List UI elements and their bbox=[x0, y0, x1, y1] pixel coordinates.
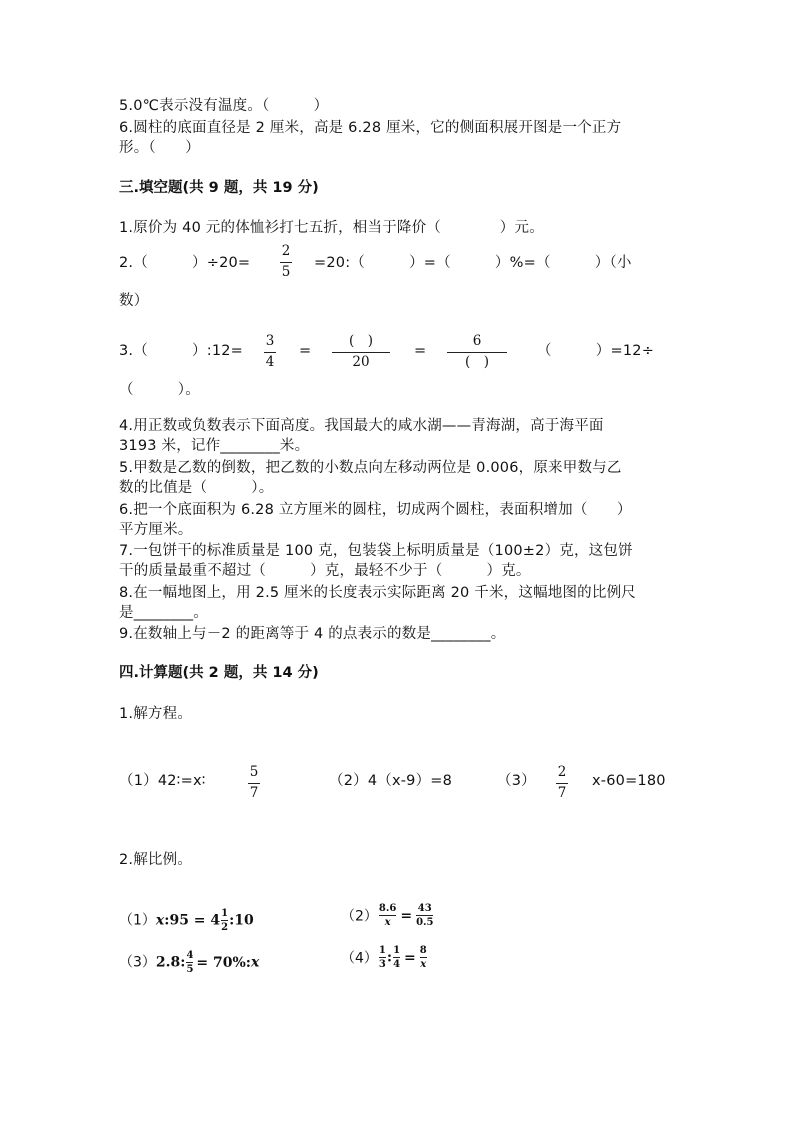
proportion-2 bbox=[341, 903, 434, 928]
equals-sign: = bbox=[400, 907, 413, 924]
mixed-fraction bbox=[221, 908, 228, 933]
fraction-denominator: 5 bbox=[281, 264, 291, 280]
fraction-numerator: 43 bbox=[417, 903, 432, 914]
fraction-bar bbox=[420, 957, 427, 958]
fraction-bar bbox=[556, 783, 568, 784]
fraction-denominator: ( ) bbox=[464, 354, 490, 370]
fraction-denominator: 0.5 bbox=[416, 917, 434, 928]
judge-q6-line1: 6.圆柱的底面直径是 2 厘米，高是 6.28 厘米，它的侧面积展开图是一个正方 bbox=[119, 120, 622, 136]
fraction-denominator: 4 bbox=[265, 354, 275, 370]
fraction-numerator: 5 bbox=[249, 764, 259, 780]
fraction-denominator: 7 bbox=[557, 785, 567, 801]
fraction-bar bbox=[248, 783, 260, 784]
fraction-denominator: 3 bbox=[378, 959, 386, 970]
proportion-text: 2.8: bbox=[155, 954, 186, 971]
fraction-bar bbox=[379, 915, 396, 916]
fraction-denominator: 5 bbox=[186, 964, 194, 975]
fraction-bar bbox=[280, 262, 292, 263]
fraction-bar bbox=[186, 962, 193, 963]
fraction-bar bbox=[447, 352, 507, 353]
fraction-bar bbox=[264, 352, 276, 353]
fraction bbox=[186, 950, 193, 975]
fraction-numerator: 1 bbox=[393, 945, 401, 956]
judge-q5: 5.0℃表示没有温度。（ ） bbox=[119, 98, 329, 114]
equation-3-post: x-60=180 bbox=[592, 773, 666, 789]
fill-q1: 1.原价为 40 元的体恤衫打七五折，相当于降价（ ）元。 bbox=[119, 220, 544, 236]
fill-q5-line1: 5.甲数是乙数的倒数，把乙数的小数点向左移动两位是 0.006，原来甲数与乙 bbox=[119, 460, 622, 476]
section-3-heading: 三.填空题(共 9 题，共 19 分) bbox=[119, 180, 319, 196]
fill-q8-line2: 是________。 bbox=[119, 605, 208, 621]
fill-q3-eq1: = bbox=[299, 343, 312, 359]
equation-1-pre: （1）42∶=x∶ bbox=[119, 773, 206, 789]
calc-q2-title: 2.解比例。 bbox=[119, 852, 193, 868]
fraction-bar bbox=[332, 352, 390, 353]
fraction-numerator: 1 bbox=[378, 945, 386, 956]
fill-q3-fraction-1 bbox=[264, 333, 276, 371]
variable-x: x bbox=[155, 912, 165, 929]
fraction-numerator: 8.6 bbox=[378, 903, 397, 914]
equation-3-fraction bbox=[556, 764, 568, 802]
equation-1-fraction bbox=[248, 764, 260, 802]
fill-q6-line2: 平方厘米。 bbox=[119, 522, 193, 538]
colon: : bbox=[386, 949, 393, 966]
fraction bbox=[416, 903, 433, 928]
proportion-3 bbox=[119, 950, 259, 975]
fill-q2-fraction bbox=[280, 243, 292, 281]
fraction bbox=[420, 945, 427, 970]
judge-q6-line2: 形。（ ） bbox=[119, 140, 200, 156]
proportion-label: （2） bbox=[341, 908, 378, 925]
fraction-denominator: 4 bbox=[393, 959, 401, 970]
equals-sign: = bbox=[404, 949, 416, 966]
fraction-numerator: 2 bbox=[557, 764, 567, 780]
fraction-denominator: x bbox=[384, 917, 391, 928]
fraction bbox=[379, 945, 386, 970]
fraction-numerator: 2 bbox=[281, 243, 291, 259]
equation-2: （2）4（x-9）=8 bbox=[329, 773, 453, 789]
proportion-label: （4） bbox=[341, 950, 378, 967]
equation-3-pre: （3） bbox=[497, 773, 536, 789]
proportion-text: = 70%: bbox=[196, 954, 251, 971]
proportion-4 bbox=[341, 945, 428, 970]
fraction-numerator: ( ) bbox=[348, 333, 374, 349]
fraction-bar bbox=[393, 957, 400, 958]
fraction bbox=[379, 903, 396, 928]
fraction bbox=[393, 945, 400, 970]
fill-q4-line2: 3193 米，记作________米。 bbox=[119, 438, 310, 454]
fraction-denominator: 7 bbox=[249, 785, 259, 801]
fraction-bar bbox=[416, 915, 433, 916]
fraction-denominator: 20 bbox=[352, 354, 370, 370]
proportion-label: （3） bbox=[119, 954, 156, 971]
proportion-text: :10 bbox=[229, 912, 254, 929]
fill-q7-line1: 7.一包饼干的标准质量是 100 克，包装袋上标明质量是（100±2）克，这包饼 bbox=[119, 543, 633, 559]
fraction-denominator: x bbox=[420, 959, 427, 970]
fraction-numerator: 8 bbox=[419, 945, 427, 956]
fill-q7-line2: 干的质量最重不超过（ ）克，最轻不少于（ ）克。 bbox=[119, 563, 531, 579]
variable-x: x bbox=[250, 954, 260, 971]
fraction-bar bbox=[379, 957, 386, 958]
calc-q1-title: 1.解方程。 bbox=[119, 706, 193, 722]
fraction-numerator: 3 bbox=[265, 333, 275, 349]
fraction-numerator: 6 bbox=[472, 333, 482, 349]
fraction-numerator: 1 bbox=[221, 908, 229, 919]
proportion-text: :95 = 4 bbox=[164, 912, 221, 929]
fraction-bar bbox=[221, 920, 228, 921]
fill-q2-pre: 2.（ ）÷20= bbox=[119, 255, 251, 271]
fill-q3-pre: 3.（ ）:12= bbox=[119, 343, 244, 359]
fill-q9: 9.在数轴上与－2 的距离等于 4 的点表示的数是________。 bbox=[119, 626, 506, 642]
fill-q3-post: （ ）=12÷ bbox=[537, 343, 655, 359]
fill-q3-fraction-2 bbox=[332, 333, 390, 371]
fill-q6-line1: 6.把一个底面积为 6.28 立方厘米的圆柱，切成两个圆柱，表面积增加（ ） bbox=[119, 502, 632, 518]
fraction-numerator: 4 bbox=[186, 950, 194, 961]
fill-q8-line1: 8.在一幅地图上，用 2.5 厘米的长度表示实际距离 20 千米，这幅地图的比例尺 bbox=[119, 585, 636, 601]
fill-q3-line2: （ ）。 bbox=[119, 382, 200, 398]
fill-q2-line2: 数） bbox=[119, 293, 149, 309]
fraction-denominator: 2 bbox=[221, 922, 229, 933]
proportion-label: （1） bbox=[119, 912, 156, 929]
fill-q2-post: =20:（ ）=（ ）%=（ ）（小 bbox=[314, 255, 632, 271]
fill-q3-eq2: = bbox=[414, 343, 427, 359]
fill-q3-fraction-3 bbox=[447, 333, 507, 371]
proportion-1 bbox=[119, 908, 254, 933]
fill-q4-line1: 4.用正数或负数表示下面高度。我国最大的咸水湖——青海湖，高于海平面 bbox=[119, 418, 604, 434]
section-4-heading: 四.计算题(共 2 题，共 14 分) bbox=[119, 665, 319, 681]
fill-q5-line2: 数的比值是（ ）。 bbox=[119, 480, 274, 496]
